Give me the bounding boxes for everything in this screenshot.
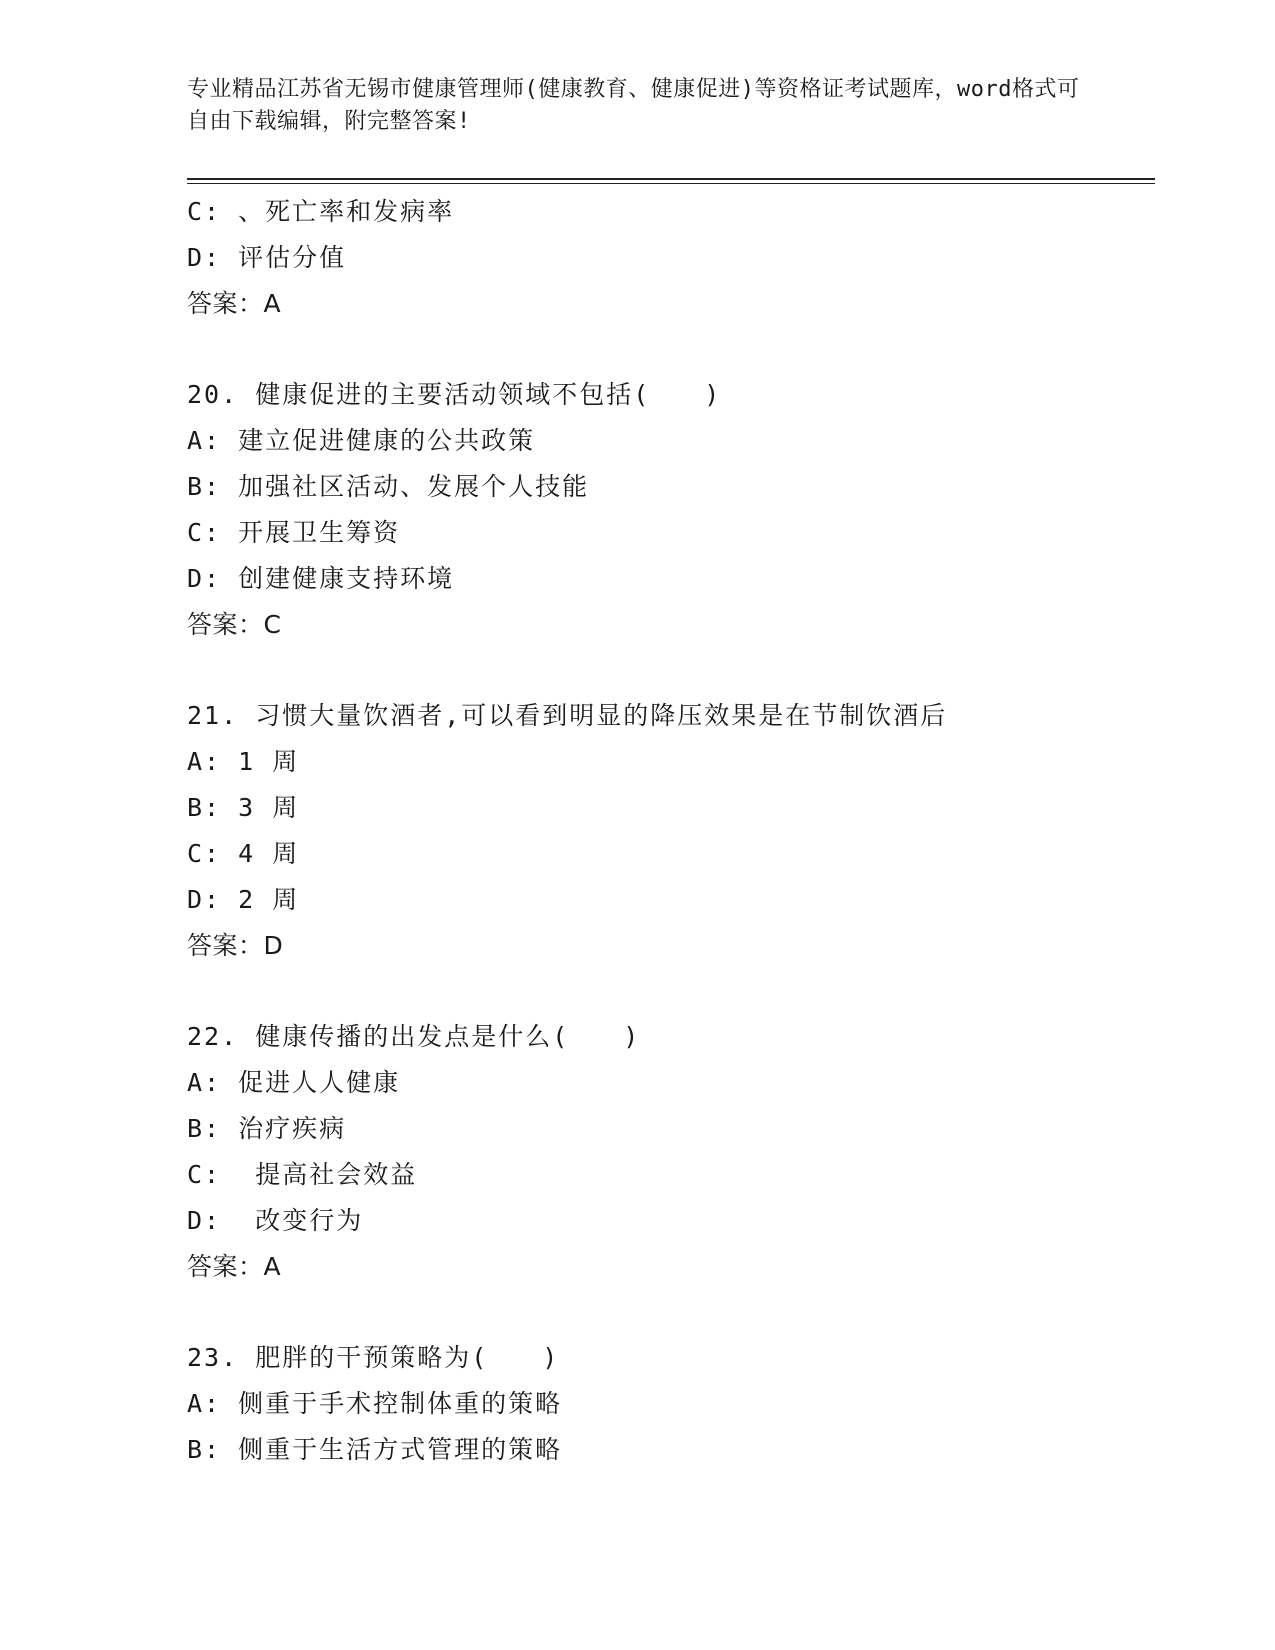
answer-line: 答案：D (187, 931, 284, 960)
option-line (187, 1060, 1155, 1106)
option-label: C: (187, 839, 222, 868)
option-label: B: (187, 1114, 222, 1143)
option-label: A: (187, 747, 222, 776)
option-label: A: (187, 426, 222, 455)
question-stem (187, 1014, 1155, 1060)
question-number: 23. (187, 1343, 239, 1372)
option-line (187, 418, 1155, 464)
question-stem (187, 372, 1155, 418)
option-text: 3 周 (238, 793, 300, 822)
answer-line: 答案：A (187, 1252, 282, 1281)
question-text: 习惯大量饮酒者,可以看到明显的降压效果是在节制饮酒后 (255, 701, 948, 730)
option-line (187, 510, 1155, 556)
question-stem (187, 1335, 1155, 1381)
option-text: 4 周 (238, 839, 300, 868)
option-label: B: (187, 793, 222, 822)
option-line (187, 831, 1155, 877)
option-line (187, 235, 1155, 281)
question-list (187, 189, 1155, 1473)
option-text: 开展卫生筹资 (238, 518, 401, 547)
header-rule-thin (187, 183, 1155, 184)
question-text: 肥胖的干预策略为( ) (255, 1343, 560, 1372)
option-line (187, 1152, 1155, 1198)
option-line (187, 785, 1155, 831)
option-text: 治疗疾病 (238, 1114, 347, 1143)
option-label: D: (187, 885, 222, 914)
option-text: 改变行为 (238, 1206, 364, 1235)
option-label: A: (187, 1389, 222, 1418)
option-line (187, 739, 1155, 785)
option-text: 建立促进健康的公共政策 (238, 426, 536, 455)
question-number: 20. (187, 380, 239, 409)
option-text: 提高社会效益 (238, 1160, 418, 1189)
spacer (187, 969, 1155, 1014)
option-line (187, 1427, 1155, 1473)
option-label: C: (187, 518, 222, 547)
question-text: 健康传播的出发点是什么( ) (255, 1022, 641, 1051)
spacer (187, 648, 1155, 693)
option-text: 促进人人健康 (238, 1068, 401, 1097)
option-line (187, 877, 1155, 923)
answer-line: 答案：A (187, 289, 282, 318)
option-text: 侧重于手术控制体重的策略 (238, 1389, 563, 1418)
option-label: C: (187, 197, 222, 226)
option-label: B: (187, 1435, 222, 1464)
option-line (187, 464, 1155, 510)
option-text: 加强社区活动、发展个人技能 (238, 472, 590, 501)
option-text: 创建健康支持环境 (238, 564, 455, 593)
option-label: D: (187, 1206, 222, 1235)
option-text: 评估分值 (238, 243, 347, 272)
option-line (187, 1106, 1155, 1152)
document-header: 专业精品江苏省无锡市健康管理师(健康教育、健康促进)等资格证考试题库，word格式可自由下载编辑，附完整答案! (187, 77, 1080, 134)
option-label: D: (187, 243, 222, 272)
option-line (187, 1198, 1155, 1244)
question-number: 21. (187, 701, 239, 730)
question-number: 22. (187, 1022, 239, 1051)
header-rule-thick (187, 178, 1155, 180)
question-stem (187, 693, 1155, 739)
option-line (187, 1381, 1155, 1427)
option-label: C: (187, 1160, 222, 1189)
question-text: 健康促进的主要活动领域不包括( ) (255, 380, 722, 409)
option-text: 1 周 (238, 747, 300, 776)
option-line (187, 189, 1155, 235)
option-text: 侧重于生活方式管理的策略 (238, 1435, 563, 1464)
option-label: A: (187, 1068, 222, 1097)
answer-line: 答案：C (187, 610, 282, 639)
option-line (187, 556, 1155, 602)
spacer (187, 327, 1155, 372)
spacer (187, 1290, 1155, 1335)
option-text: 、死亡率和发病率 (238, 197, 455, 226)
option-label: D: (187, 564, 222, 593)
option-text: 2 周 (238, 885, 300, 914)
option-label: B: (187, 472, 222, 501)
